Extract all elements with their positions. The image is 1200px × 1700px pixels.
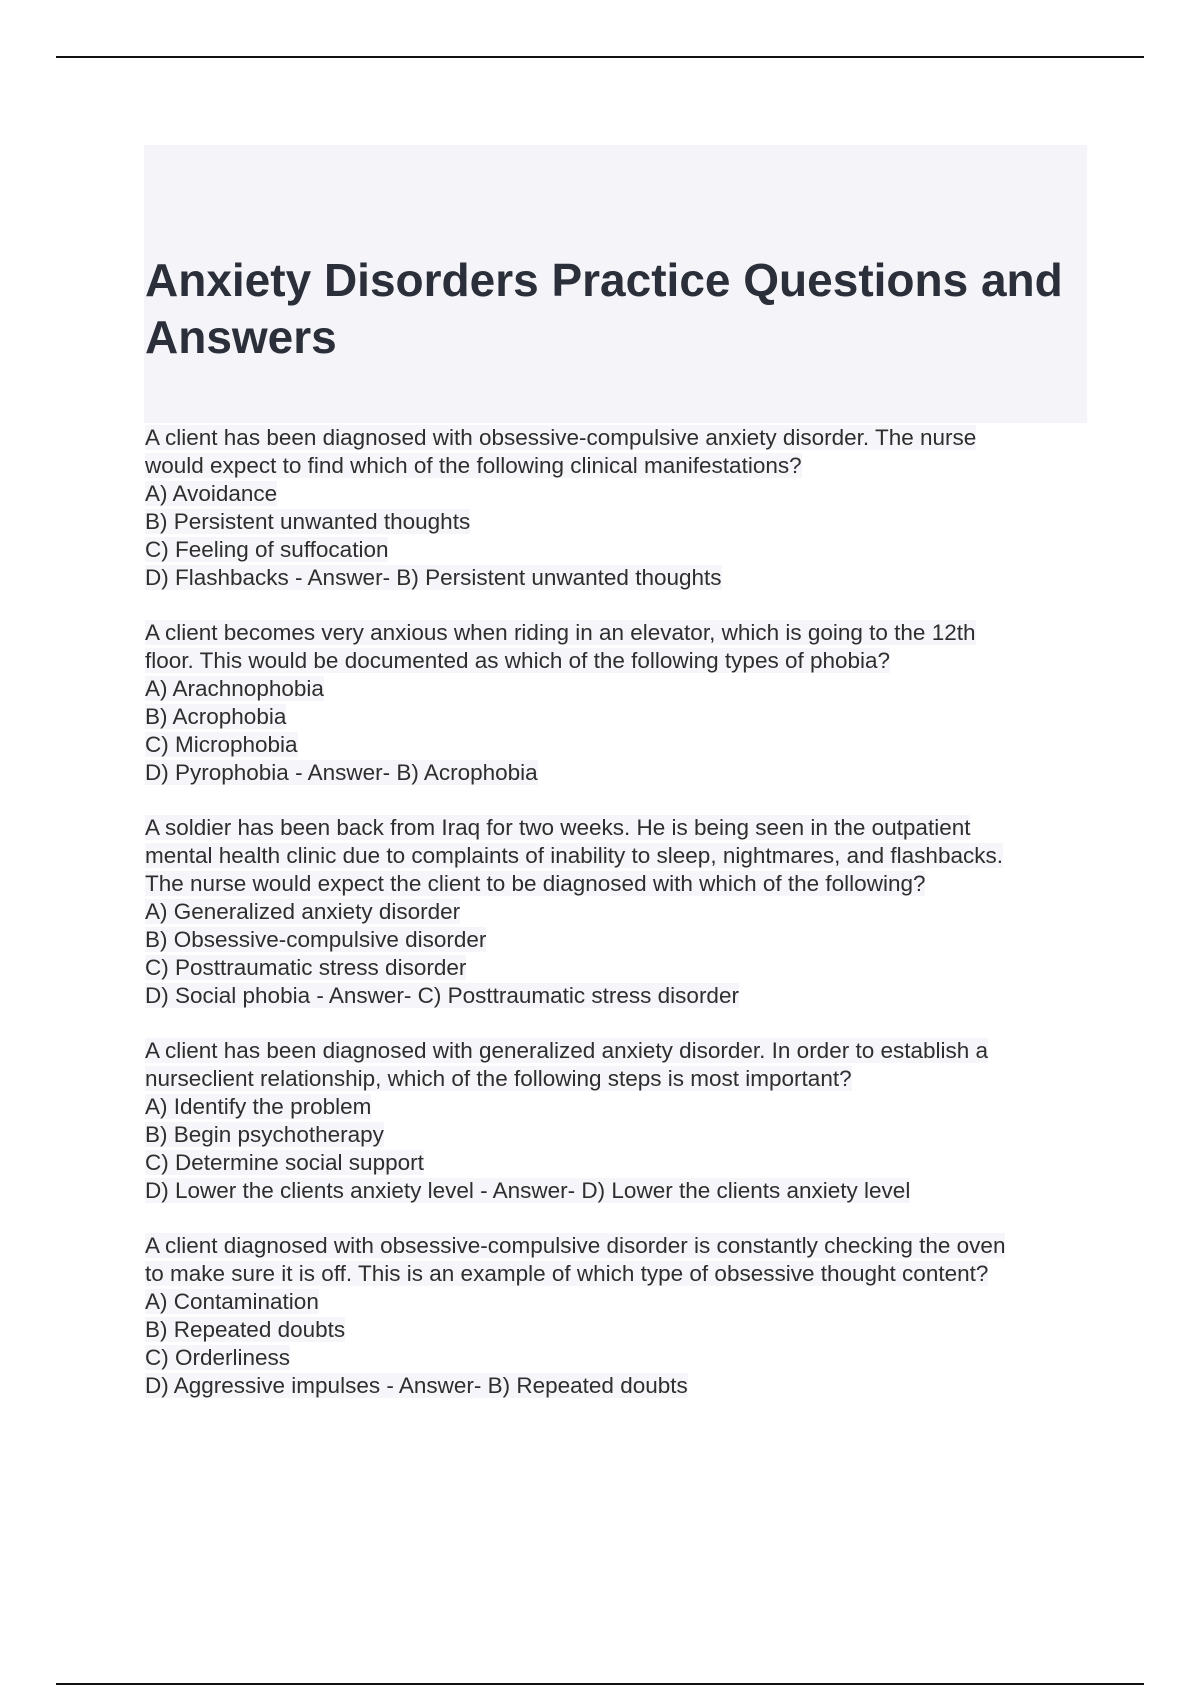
answer-option-a: A) Identify the problem: [145, 1094, 372, 1119]
answer-option-d: D) Flashbacks - Answer- B) Persistent unwanted thoughts: [145, 565, 722, 590]
question-4: [145, 1037, 1080, 1205]
question-stem: A client has been diagnosed with generalized anxiety disorder. In order to establish a: [145, 1038, 989, 1063]
question-3: [145, 814, 1080, 1010]
question-5: [145, 1232, 1080, 1400]
top-rule: [56, 56, 1144, 58]
question-stem: A soldier has been back from Iraq for two weeks. He is being seen in the outpatient: [145, 815, 971, 840]
answer-option-b: B) Begin psychotherapy: [145, 1122, 384, 1147]
answer-option-b: B) Repeated doubts: [145, 1317, 346, 1342]
question-stem: nurseclient relationship, which of the following steps is most important?: [145, 1066, 852, 1091]
question-stem: A client becomes very anxious when riding in an elevator, which is going to the 12th: [145, 620, 976, 645]
bottom-rule: [56, 1683, 1144, 1685]
question-stem: A client has been diagnosed with obsessive-compulsive anxiety disorder. The nurse: [145, 425, 977, 450]
answer-option-c: C) Orderliness: [145, 1345, 291, 1370]
answer-option-d: D) Lower the clients anxiety level - Answer- D) Lower the clients anxiety level: [145, 1178, 911, 1203]
question-stem: mental health clinic due to complaints of inability to sleep, nightmares, and flashbacks.: [145, 843, 1003, 868]
answer-option-a: A) Generalized anxiety disorder: [145, 899, 461, 924]
question-stem: floor. This would be documented as which of the following types of phobia?: [145, 648, 891, 673]
question-stem: would expect to find which of the following clinical manifestations?: [145, 453, 802, 478]
answer-option-c: C) Feeling of suffocation: [145, 537, 389, 562]
answer-option-b: B) Acrophobia: [145, 704, 287, 729]
answer-option-d: D) Pyrophobia - Answer- B) Acrophobia: [145, 760, 538, 785]
answer-option-c: C) Microphobia: [145, 732, 298, 757]
question-stem: A client diagnosed with obsessive-compulsive disorder is constantly checking the oven: [145, 1233, 1006, 1258]
answer-option-d: D) Aggressive impulses - Answer- B) Repeated doubts: [145, 1373, 688, 1398]
page-title: Anxiety Disorders Practice Questions and Answers: [145, 254, 1063, 363]
questions-list: [145, 424, 1080, 1427]
question-2: [145, 619, 1080, 787]
answer-option-a: A) Arachnophobia: [145, 676, 324, 701]
answer-option-d: D) Social phobia - Answer- C) Posttraumatic stress disorder: [145, 983, 739, 1008]
question-stem: The nurse would expect the client to be diagnosed with which of the following?: [145, 871, 926, 896]
answer-option-b: B) Obsessive-compulsive disorder: [145, 927, 487, 952]
question-stem: to make sure it is off. This is an example of which type of obsessive thought content?: [145, 1261, 989, 1286]
answer-option-c: C) Determine social support: [145, 1150, 424, 1175]
answer-option-a: A) Avoidance: [145, 481, 278, 506]
answer-option-a: A) Contamination: [145, 1289, 319, 1314]
answer-option-b: B) Persistent unwanted thoughts: [145, 509, 471, 534]
question-1: [145, 424, 1080, 592]
answer-option-c: C) Posttraumatic stress disorder: [145, 955, 467, 980]
